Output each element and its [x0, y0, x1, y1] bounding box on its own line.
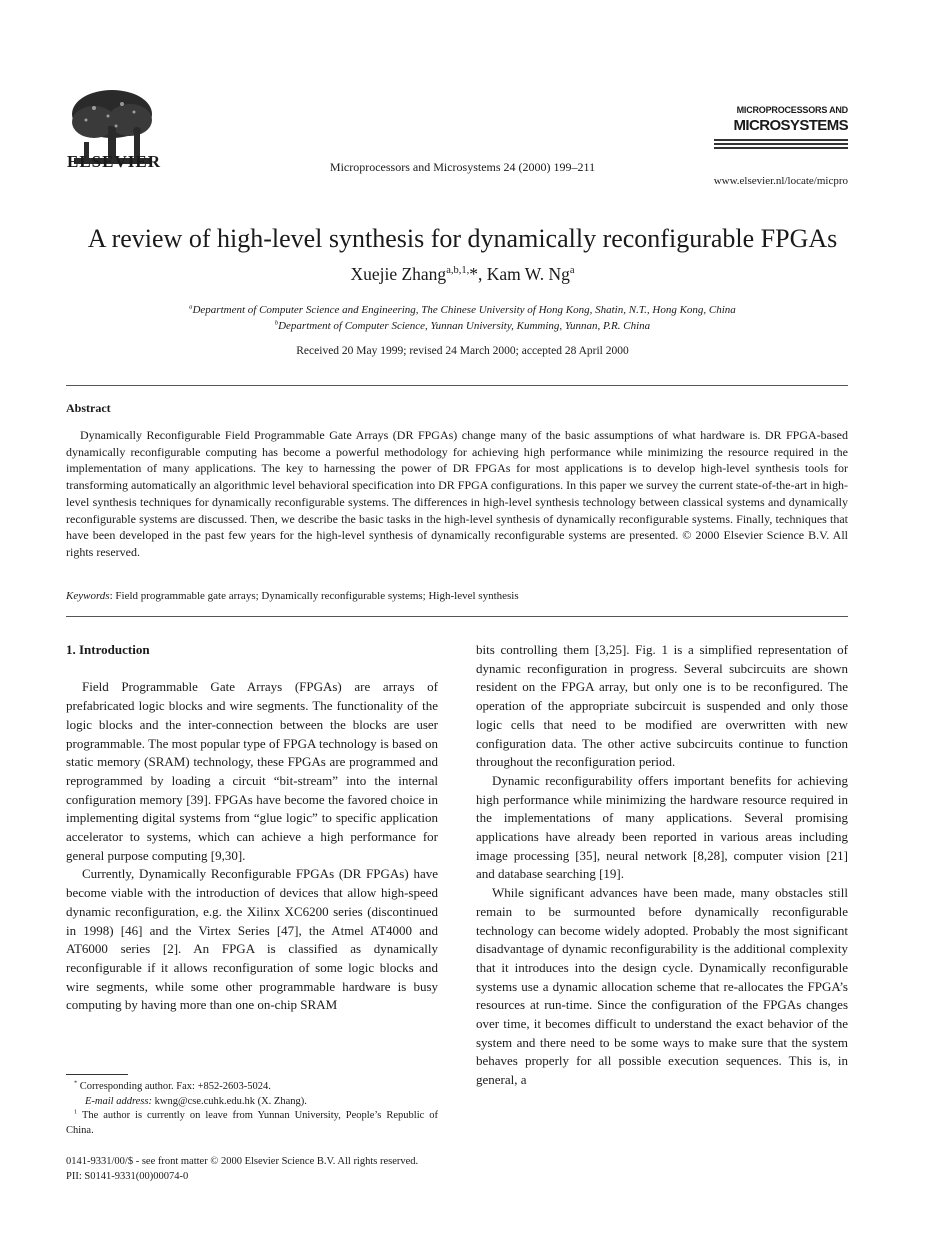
- journal-citation: Microprocessors and Microsystems 24 (2000) 199–211: [329, 160, 596, 174]
- corresponding-mark: *: [469, 264, 478, 284]
- footnote-1: [66, 1109, 438, 1138]
- affiliation: [0, 304, 925, 316]
- footnotes: [66, 1080, 438, 1138]
- abstract-text: Dynamically Reconfigurable Field Programmable Gate Arrays (DR FPGAs) change many of the basic assumptions of what hardware is. DR FPGA-based dynamically reconfigurable computing has become a powerful methodology for achieving high performance while minimizing the resource required in the implementation of many applications. The key to harnessing the power of DR FPGAs for most applications is to develop high-level synthesis tools for transforming automatically an algorithmic level behavioral specification into DR FPGA configurations. In this paper we survey the current state-of-the-art in high-level synthesis techniques for dynamically reconfigurable systems. The differences in high-level synthesis technology between classical systems and dynamically reconfigurable systems are discussed. Then, we describe the basic tasks in the high-level synthesis of dynamically reconfigurable systems. Finally, techniques that have been developed in the past few years for the high-level synthesis of dynamically reconfigurable systems are presented. © 2000 Elsevier Science B.V. All rights reserved.: [66, 428, 848, 559]
- paragraph: Currently, Dynamically Reconfigurable FPGAs (DR FPGAs) have become viable with the introduction of devices that allow high-speed dynamic reconfiguration, e.g. the Xilinx XC6200 series (discontinued in 1998) [46] and the Virtex Series [47], the Atmel AT4000 and AT6000 series [2]. An FPGA is classified as dynamically reconfigurable if it allows reconfiguration of some logic blocks and wire segments, while some other programmable hardware is busy computing by having more than one on-chip SRAM: [66, 866, 438, 1013]
- right-column: [476, 641, 848, 1090]
- affiliation-mark: a: [189, 303, 193, 311]
- footnote-text: The author is currently on leave from Yunnan University, People’s Republic of China.: [66, 1110, 439, 1136]
- front-matter: [66, 1154, 418, 1184]
- footnote-email: [66, 1095, 438, 1110]
- email-label: E-mail address:: [85, 1095, 152, 1107]
- author-affiliation-marks: a: [569, 265, 575, 277]
- author-name: Kam W. Ng: [486, 264, 570, 284]
- author-list: [0, 264, 925, 285]
- copyright-line: 0141-9331/00/$ - see front matter © 2000 Elsevier Science B.V. All rights reserved.: [66, 1156, 419, 1167]
- abstract-heading: Abstract: [66, 401, 111, 415]
- affiliation: [0, 320, 925, 332]
- keywords-label: Keywords: [66, 590, 110, 602]
- author-name: Xuejie Zhang: [350, 264, 447, 284]
- paragraph: Dynamic reconfigurability offers important benefits for achieving high performance while minimizing the hardware resource required in the implementations of many applications. Several promising applications have already been reported in various areas including image processing [35], neural network [8,28], computer vision [21] and database searching [19].: [476, 772, 848, 882]
- affiliation-text: Department of Computer Science, Yunnan University, Kumming, Yunnan, P.R. China: [278, 320, 651, 332]
- footnote-text: Corresponding author. Fax: +852-2603-5024.: [79, 1081, 271, 1092]
- footnote-corresponding: [66, 1080, 438, 1095]
- paragraph: bits controlling them [3,25]. Fig. 1 is a simplified representation of dynamic reconfiguration in progress. Several subcircuits are shown resident on the FPGA array, but only one is to be reconfigured. The operation of the appropriate subcircuit is suspended and only those logic cells that need to be modified are overwritten with new configuration data. The other active subcircuits continue to function throughout the reconfiguration period.: [476, 642, 848, 770]
- keywords-list: : Field programmable gate arrays; Dynamically reconfigurable systems; High-level synthesis: [109, 590, 519, 602]
- affiliation-mark: b: [274, 319, 279, 327]
- author-separator: ,: [477, 264, 487, 284]
- author-affiliation-marks: a,b,1,: [446, 265, 470, 277]
- footnote-rule: [66, 1074, 128, 1075]
- publisher-name: ELSEVIER: [67, 152, 161, 171]
- left-column: [66, 641, 438, 1015]
- footnote-mark: 1: [74, 1108, 78, 1116]
- paragraph: While significant advances have been made, many obstacles still remain to be surmounted before dynamically reconfigurable technology can become widely adopted. Probably the most significant disadvantage of dynamic reconfigurability is the additional complexity that it introduces into the design cycle. Dynamically reconfigurable systems use a dynamic allocation scheme that re-allocates the FPGA’s resources at run-time. Since the configuration of the FPGAs changes over time, it becomes difficult to understand the exact behavior of the system and there need to be some ways to make sure that the system behaves properly for all possible execution sequences. This is, in general, a: [476, 885, 848, 1088]
- journal-url[interactable]: www.elsevier.nl/locate/micpro: [713, 175, 848, 187]
- paper-title: A review of high-level synthesis for dynamically reconfigurable FPGAs: [87, 224, 838, 253]
- paragraph: Field Programmable Gate Arrays (FPGAs) are arrays of prefabricated logic blocks and wire segments. The functionality of the logic blocks and the inter-connection between the blocks are user programmable. The most popular type of FPGA technology is based on static memory (SRAM) technology, these FPGAs are programmed and reprogrammed by loading a circuit “bit-stream” into the internal configuration memory [39]. FPGAs have become the favored choice in implementing digital systems from “glue logic” to specific application accelerator to systems, which can achieve a high performance for general purpose computing [9,30].: [66, 679, 438, 863]
- affiliation-text: Department of Computer Science and Engineering, The Chinese University of Hong Kong, Shatin, N.T., Hong Kong, China: [192, 304, 736, 316]
- divider: [66, 616, 848, 617]
- section-heading: 1. Introduction: [66, 642, 150, 657]
- email-address[interactable]: kwng@cse.cuhk.edu.hk (X. Zhang).: [154, 1095, 307, 1107]
- pii-line: PII: S0141-9331(00)00074-0: [66, 1171, 189, 1182]
- journal-brand-line1: MICROPROCESSORS AND: [736, 105, 848, 115]
- footnote-mark: *: [74, 1079, 78, 1087]
- divider: [66, 385, 848, 386]
- journal-brand-bars: [714, 139, 848, 151]
- journal-brand-line2: MICROSYSTEMS: [733, 117, 848, 134]
- received-dates: Received 20 May 1999; revised 24 March 2000; accepted 28 April 2000: [296, 345, 629, 357]
- keywords: [66, 590, 848, 602]
